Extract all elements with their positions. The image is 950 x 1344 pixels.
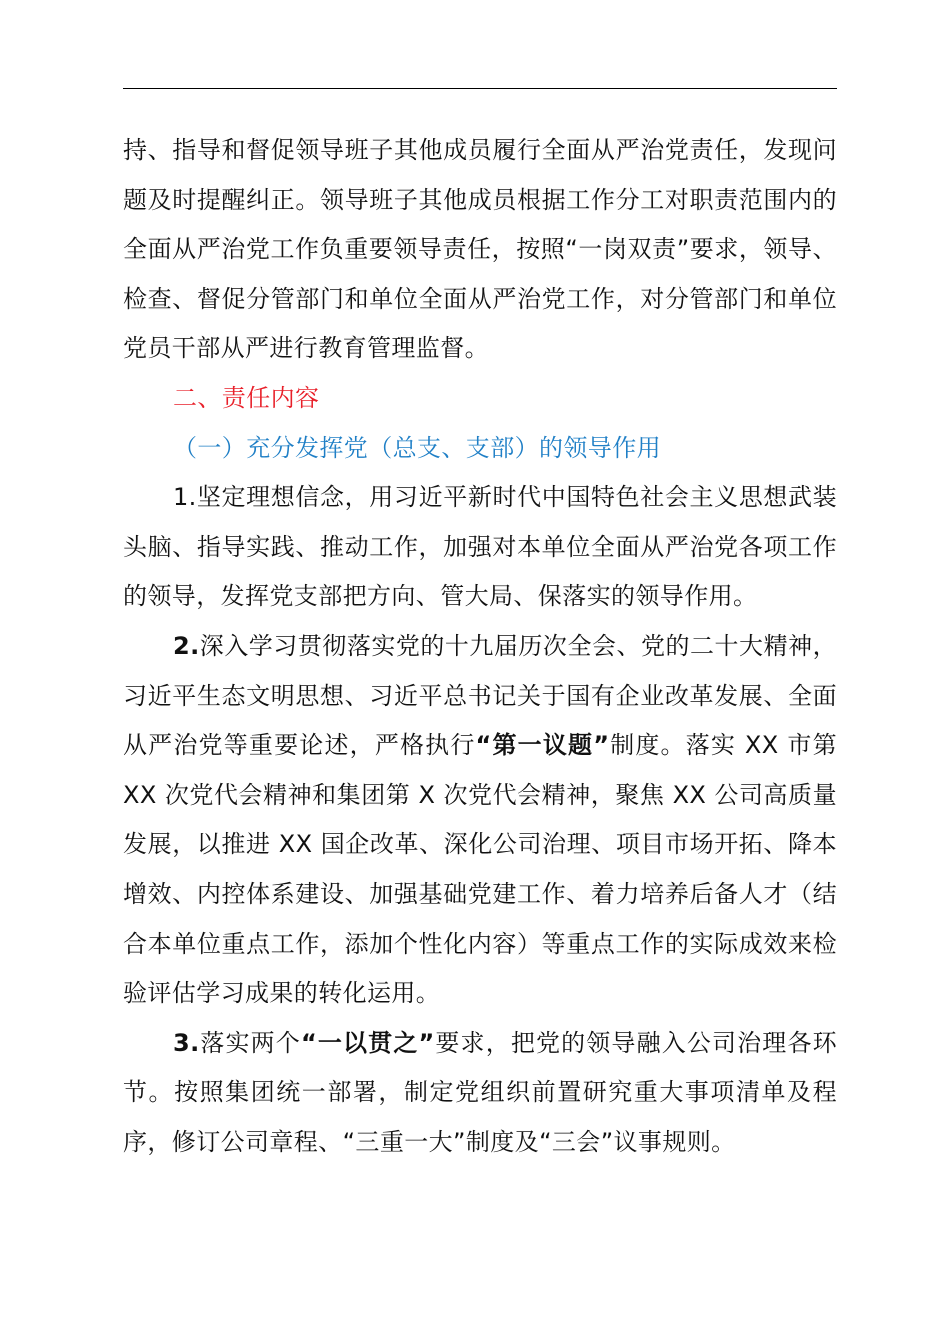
header-rule xyxy=(123,88,837,89)
list-item-2-quote: “第一议题” xyxy=(475,731,610,760)
paragraph-continuation: 持、指导和督促领导班子其他成员履行全面从严治党责任，发现问题及时提醒纠正。领导班子其他成员根据工作分工对职责范围内的全面从严治党工作负重要领导责任，按照“一岗双责”要求，领导、检查、督促分管部门和单位全面从严治党工作，对分管部门和单位党员干部从严进行教育管理监督。 xyxy=(123,136,837,363)
list-item-3-number: 3. xyxy=(173,1028,200,1057)
list-item-3-text-a: 落实两个 xyxy=(199,1028,301,1057)
list-item-3-quote: “一以贯之” xyxy=(300,1028,435,1057)
list-item-2 xyxy=(123,622,837,1019)
list-item-3-text-b: 要求，把党的领导融入公司治理各环节。按照集团统一部署，制定党组织前置研究重大事项清单及程序，修订公司章程、“三重一大”制度及“三会”议事规则。 xyxy=(123,1028,837,1156)
list-item-2-text-b: 制度。落实 XX 市第 XX 次党代会精神和集团第 X 次党代会精神，聚焦 XX 公司高质量发展，以推进 XX 国企改革、深化公司治理、项目市场开拓、降本增效、内控体系建设、加强基础党建工作、着力培养后备人才（结合本单位重点工作，添加个性化内容）等重点工作的实际成效来检验评估学习成果的转化运用。 xyxy=(123,731,837,1008)
list-item-2-text-a: 深入学习贯彻落实党的十九届历次全会、党的二十大精神，习近平生态文明思想、习近平总书记关于国有企业改革发展、全面从严治党等重要论述，严格执行 xyxy=(123,631,837,760)
list-item-2-number: 2. xyxy=(173,631,200,660)
document-body xyxy=(123,126,837,1167)
subsection-heading: （一）充分发挥党（总支、支部）的领导作用 xyxy=(173,433,661,462)
list-item-3 xyxy=(123,1019,837,1168)
list-item-1: 1.坚定理想信念，用习近平新时代中国特色社会主义思想武装头脑、指导实践、推动工作，加强对本单位全面从严治党各项工作的领导，发挥党支部把方向、管大局、保落实的领导作用。 xyxy=(123,483,837,611)
section-heading: 二、责任内容 xyxy=(173,383,320,412)
